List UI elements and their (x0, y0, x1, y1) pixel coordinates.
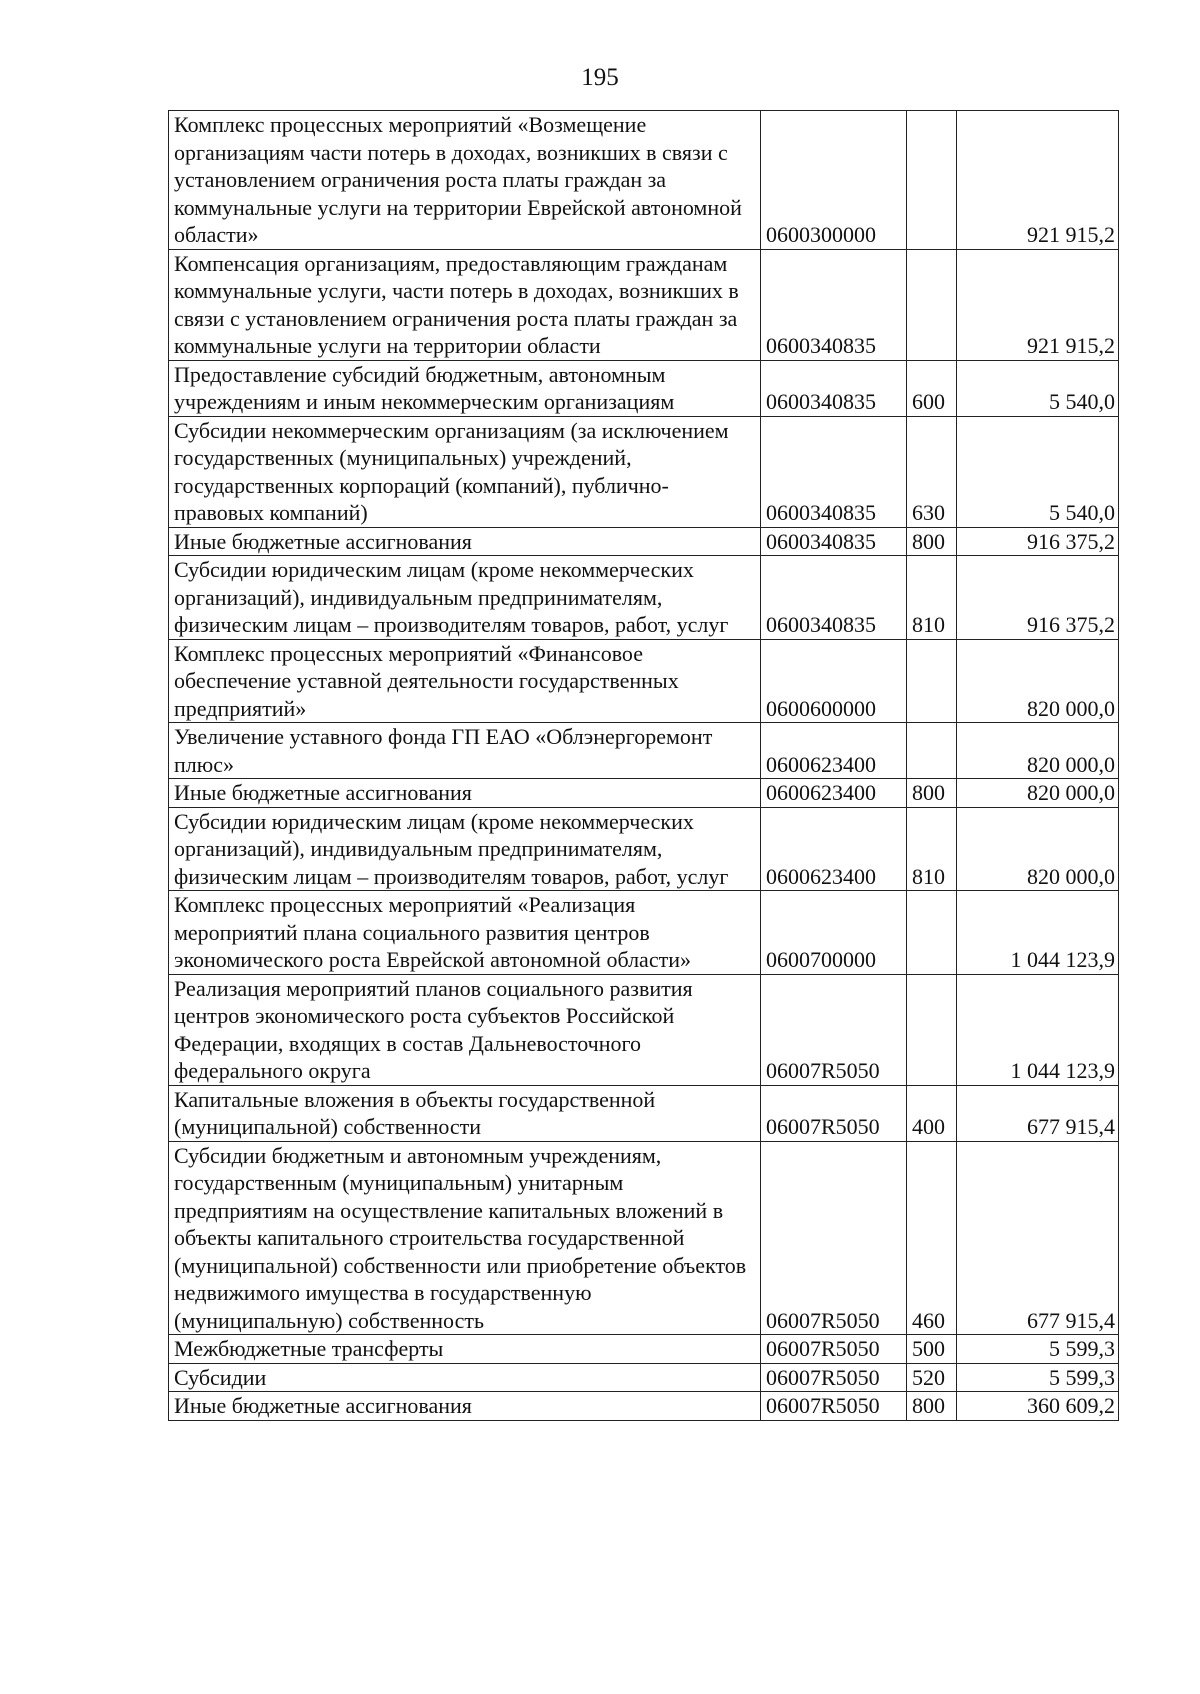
row-type: 800 (907, 1392, 957, 1421)
table-row (169, 360, 1119, 416)
row-name: Иные бюджетные ассигнования (169, 1392, 761, 1421)
table-row (169, 1363, 1119, 1392)
row-amount: 5 540,0 (957, 360, 1119, 416)
row-code: 0600600000 (761, 639, 907, 723)
row-name: Межбюджетные трансферты (169, 1335, 761, 1364)
row-name: Капитальные вложения в объекты государственной (муниципальной) собственности (169, 1085, 761, 1141)
row-amount: 677 915,4 (957, 1141, 1119, 1335)
row-amount: 1 044 123,9 (957, 974, 1119, 1085)
row-type (907, 639, 957, 723)
table-row (169, 807, 1119, 891)
row-code: 0600340835 (761, 527, 907, 556)
table-row (169, 891, 1119, 975)
row-amount: 916 375,2 (957, 556, 1119, 640)
page-number: 195 (581, 64, 619, 91)
row-name: Компенсация организациям, предоставляющим гражданам коммунальные услуги, части потерь в доходах, возникших в связи с установлением ограничения роста платы граждан за коммунальные услуги на территории области (169, 249, 761, 360)
table-row (169, 1085, 1119, 1141)
row-code: 0600340835 (761, 249, 907, 360)
table-row (169, 249, 1119, 360)
row-type (907, 723, 957, 779)
row-name: Иные бюджетные ассигнования (169, 527, 761, 556)
row-type (907, 111, 957, 250)
row-amount: 1 044 123,9 (957, 891, 1119, 975)
table-row (169, 639, 1119, 723)
row-type: 810 (907, 556, 957, 640)
row-type: 810 (907, 807, 957, 891)
row-name: Предоставление субсидий бюджетным, автономным учреждениям и иным некоммерческим организациям (169, 360, 761, 416)
row-amount: 5 540,0 (957, 416, 1119, 527)
row-code: 0600623400 (761, 723, 907, 779)
row-code: 06007R5050 (761, 1085, 907, 1141)
row-type (907, 974, 957, 1085)
row-name: Иные бюджетные ассигнования (169, 779, 761, 808)
table-row (169, 779, 1119, 808)
row-type: 520 (907, 1363, 957, 1392)
row-name: Реализация мероприятий планов социального развития центров экономического роста субъектов Российской Федерации, входящих в состав Дальневосточного федерального округа (169, 974, 761, 1085)
row-code: 06007R5050 (761, 1392, 907, 1421)
row-code: 06007R5050 (761, 974, 907, 1085)
row-type: 630 (907, 416, 957, 527)
row-name: Комплекс процессных мероприятий «Реализация мероприятий плана социального развития центров экономического роста Еврейской автономной области» (169, 891, 761, 975)
row-name: Субсидии (169, 1363, 761, 1392)
row-code: 0600340835 (761, 360, 907, 416)
row-name: Субсидии юридическим лицам (кроме некоммерческих организаций), индивидуальным предпринимателям, физическим лицам – производителям товаров, работ, услуг (169, 807, 761, 891)
row-type: 500 (907, 1335, 957, 1364)
row-type (907, 249, 957, 360)
row-code: 06007R5050 (761, 1335, 907, 1364)
row-amount: 820 000,0 (957, 779, 1119, 808)
row-code: 0600623400 (761, 807, 907, 891)
row-code: 06007R5050 (761, 1141, 907, 1335)
row-amount: 5 599,3 (957, 1363, 1119, 1392)
row-amount: 360 609,2 (957, 1392, 1119, 1421)
row-code: 06007R5050 (761, 1363, 907, 1392)
row-amount: 5 599,3 (957, 1335, 1119, 1364)
row-name: Комплекс процессных мероприятий «Возмещение организациям части потерь в доходах, возникших в связи с установлением ограничения роста платы граждан за коммунальные услуги на территории Еврейской автономной области» (169, 111, 761, 250)
row-name: Увеличение уставного фонда ГП ЕАО «Облэнергоремонт плюс» (169, 723, 761, 779)
row-amount: 820 000,0 (957, 639, 1119, 723)
row-amount: 921 915,2 (957, 249, 1119, 360)
row-name: Комплекс процессных мероприятий «Финансовое обеспечение уставной деятельности государственных предприятий» (169, 639, 761, 723)
row-name: Субсидии юридическим лицам (кроме некоммерческих организаций), индивидуальным предпринимателям, физическим лицам – производителям товаров, работ, услуг (169, 556, 761, 640)
row-code: 0600300000 (761, 111, 907, 250)
table-row (169, 527, 1119, 556)
row-amount: 916 375,2 (957, 527, 1119, 556)
table-row (169, 1141, 1119, 1335)
table-row (169, 1335, 1119, 1364)
row-type (907, 891, 957, 975)
table-row (169, 723, 1119, 779)
row-amount: 820 000,0 (957, 807, 1119, 891)
row-name: Субсидии бюджетным и автономным учреждениям, государственным (муниципальным) унитарным предприятиям на осуществление капитальных вложений в объекты капитального строительства государственной (муниципальной) собственности или приобретение объектов недвижимого имущества в государственную (муниципальную) собственность (169, 1141, 761, 1335)
row-code: 0600700000 (761, 891, 907, 975)
table-row (169, 556, 1119, 640)
row-type: 400 (907, 1085, 957, 1141)
row-amount: 921 915,2 (957, 111, 1119, 250)
row-code: 0600623400 (761, 779, 907, 808)
table-row (169, 111, 1119, 250)
row-type: 460 (907, 1141, 957, 1335)
row-amount: 820 000,0 (957, 723, 1119, 779)
budget-table (168, 110, 1119, 1421)
table-row (169, 1392, 1119, 1421)
row-type: 800 (907, 527, 957, 556)
row-type: 800 (907, 779, 957, 808)
table-row (169, 416, 1119, 527)
row-code: 0600340835 (761, 556, 907, 640)
row-code: 0600340835 (761, 416, 907, 527)
row-name: Субсидии некоммерческим организациям (за исключением государственных (муниципальных) учреждений, государственных корпораций (компаний), публично-правовых компаний) (169, 416, 761, 527)
table-row (169, 974, 1119, 1085)
row-type: 600 (907, 360, 957, 416)
row-amount: 677 915,4 (957, 1085, 1119, 1141)
